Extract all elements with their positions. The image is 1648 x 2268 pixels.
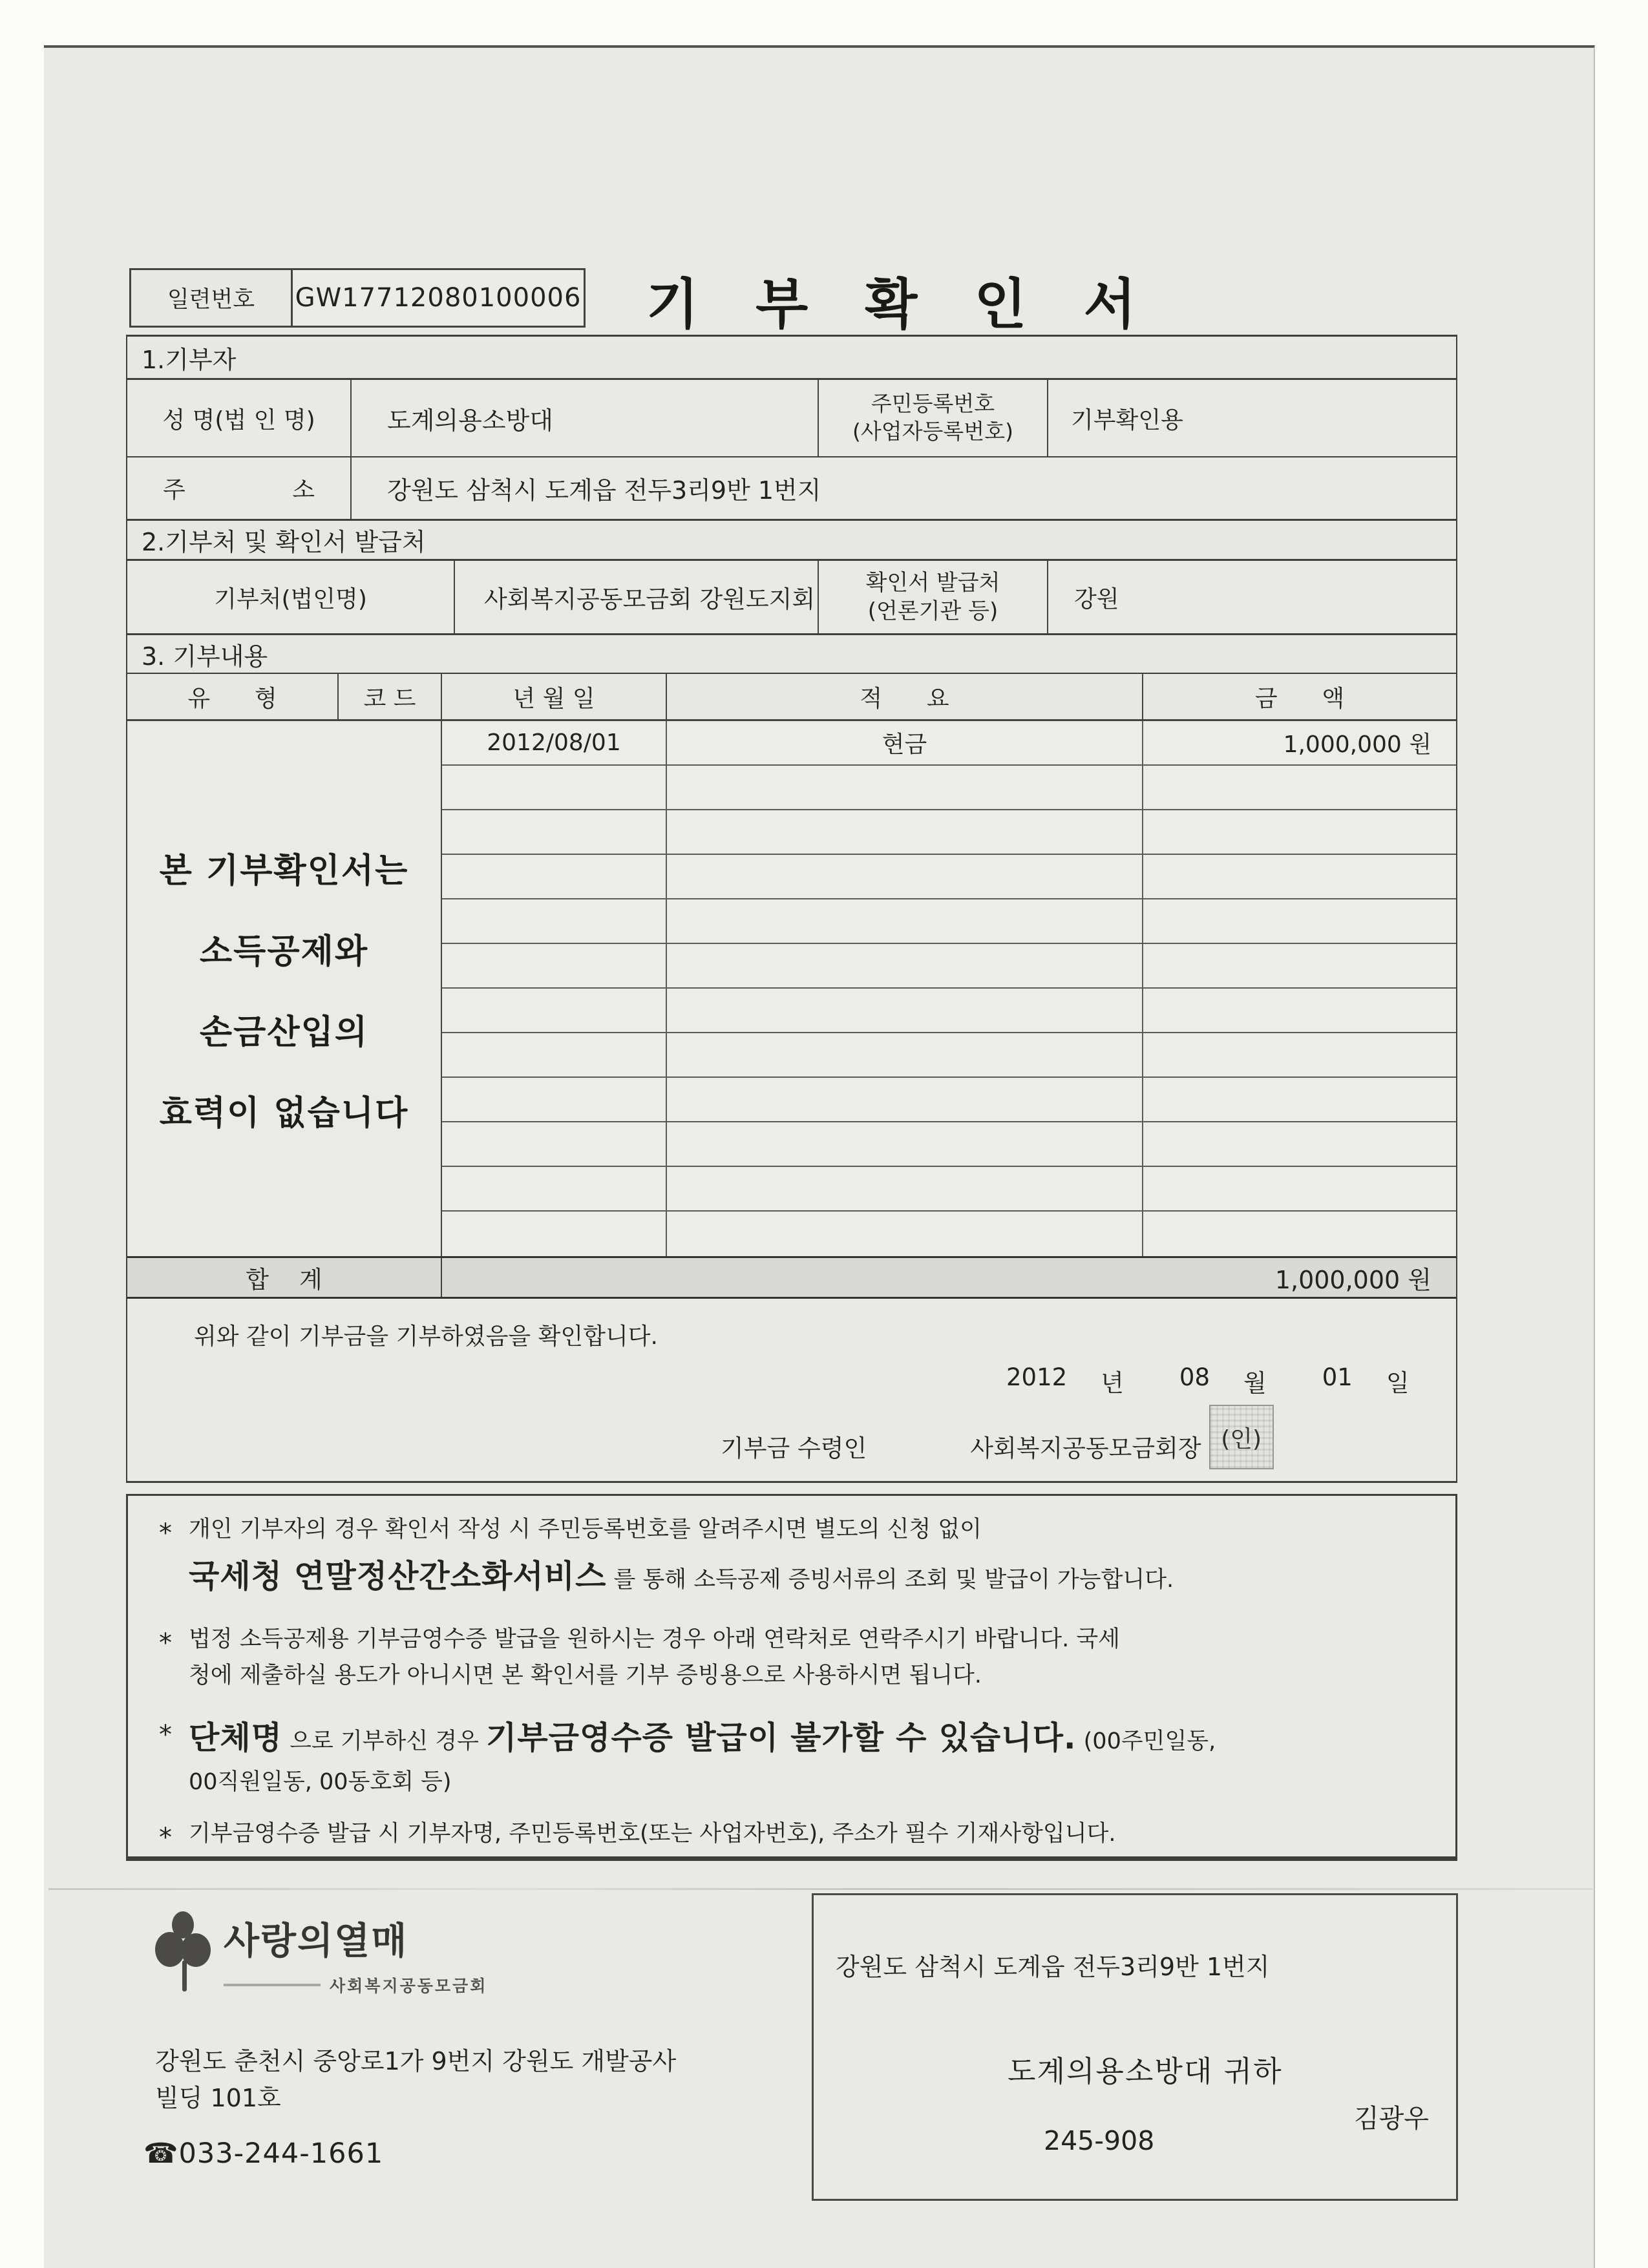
donor-name-label: 성 명(법 인 명) — [127, 380, 352, 456]
confirmation-statement: 위와 같이 기부금을 기부하였음을 확인합니다. — [194, 1323, 658, 1350]
footer-logo — [154, 1911, 487, 1997]
donor-address-label — [127, 457, 352, 519]
column-header-amount: 금 액 — [1254, 685, 1345, 712]
donor-reg-label-line2: (사업자등록번호) — [852, 419, 1013, 444]
donor-address-row — [127, 457, 1456, 521]
issuer-label-line1: 확인서 발급처 — [865, 569, 1000, 596]
empty-cell — [667, 766, 1143, 809]
cell-donation-amount: 1,000,000 원 — [1283, 731, 1431, 758]
logo-subtitle-dash — [224, 1984, 321, 1986]
document-title: 기부확인서 — [646, 273, 1193, 336]
donor-name-value: 도계의용소방대 — [352, 380, 819, 456]
empty-cell — [442, 1122, 667, 1166]
note-1-line2-rest: 를 통해 소득공제 증빙서류의 조회 및 발급이 가능합니다. — [606, 1567, 1174, 1593]
note-2 — [159, 1621, 1424, 1694]
logo-title: 사랑의열매 — [224, 1920, 408, 1962]
issuer-label-line2: (언론기관 등) — [867, 598, 998, 624]
note-bullet: * — [159, 1822, 172, 1853]
mail-recipient: 도계의용소방대 귀하 — [1008, 2054, 1283, 2088]
address-label-second-char: 소 — [292, 477, 315, 503]
empty-cell — [442, 1078, 667, 1121]
empty-cell — [1143, 766, 1456, 809]
column-header-type: 유 형 — [127, 674, 339, 719]
note-bullet: * — [159, 1518, 172, 1548]
empty-cell — [442, 810, 667, 854]
empty-cell — [1143, 855, 1456, 898]
note-3 — [159, 1713, 1424, 1800]
mailing-label-box — [812, 1893, 1458, 2201]
note-2-line2: 청에 제출하실 용도가 아니시면 본 확인서를 기부 증빙용으로 사용하시면 됩니다. — [189, 1663, 982, 1689]
seal-stamp — [1209, 1405, 1274, 1469]
donation-table-empty-row — [442, 1078, 1456, 1122]
donation-table-body — [127, 721, 1456, 1256]
note-3-line2: 00직원일동, 00동호회 등) — [189, 1769, 452, 1795]
column-header-description: 적 요 — [667, 674, 1143, 719]
donor-name-row — [127, 380, 1456, 457]
logo-subtitle-row — [224, 1973, 487, 1997]
date-year: 2012 — [1006, 1363, 1068, 1391]
empty-cell — [1143, 1033, 1456, 1076]
empty-cell — [1143, 1122, 1456, 1166]
issuer-value: 강원 — [1074, 585, 1119, 613]
empty-cell — [667, 1212, 1143, 1256]
no-effect-notice — [127, 721, 442, 1256]
empty-cell — [1143, 1212, 1456, 1256]
note-3-mid: 으로 기부하신 경우 — [282, 1728, 486, 1755]
date-month: 08 — [1179, 1363, 1210, 1391]
donation-table-empty-row — [442, 1167, 1456, 1212]
note-1-line2 — [189, 1551, 1424, 1602]
note-1 — [159, 1511, 1424, 1602]
donor-reg-label — [819, 380, 1048, 456]
fruit-of-love-icon — [154, 1911, 213, 1991]
column-header-date: 년 월 일 — [442, 674, 667, 719]
empty-cell — [1143, 989, 1456, 1032]
serial-number-label: 일련번호 — [131, 270, 293, 326]
cell-donation-date: 2012/08/01 — [442, 721, 667, 764]
note-3-emphasis-2: 기부금영수증 발급이 불가할 수 있습니다. — [486, 1719, 1077, 1757]
donation-table-empty-row — [442, 766, 1456, 810]
serial-number-box — [129, 268, 586, 328]
donor-reg-label-line1: 주민등록번호 — [871, 391, 995, 417]
mail-address: 강원도 삼척시 도계읍 전두3리9반 1번지 — [836, 1953, 1270, 1981]
seal-text: (인) — [1221, 1425, 1262, 1453]
donation-table-header — [127, 674, 1456, 721]
donation-table-empty-row — [442, 855, 1456, 899]
donation-table-row — [442, 721, 1456, 766]
donation-table-empty-row — [442, 1033, 1456, 1078]
receiver-title: 사회복지공동모금회장 — [970, 1434, 1201, 1462]
empty-cell — [667, 855, 1143, 898]
section-heading-donation: 3. 기부내용 — [127, 635, 1456, 674]
office-phone: ☎033-244-1661 — [143, 2137, 384, 2170]
empty-cell — [1143, 944, 1456, 987]
date-month-unit: 월 — [1243, 1369, 1267, 1397]
empty-cell — [442, 855, 667, 898]
note-1-emphasis: 국세청 연말정산간소화서비스 — [189, 1558, 607, 1595]
donor-address-value: 강원도 삼척시 도계읍 전두3리9반 1번지 — [387, 476, 821, 505]
total-row — [127, 1256, 1456, 1299]
empty-cell — [442, 1033, 667, 1076]
empty-cell — [442, 899, 667, 943]
donation-table-empty-row — [442, 1212, 1456, 1256]
empty-cell — [442, 989, 667, 1032]
office-address-line1: 강원도 춘천시 중앙로1가 9번지 강원도 개발공사 — [155, 2047, 677, 2075]
empty-cell — [442, 1212, 667, 1256]
notice-line: 손금산입의 — [199, 1013, 369, 1052]
note-1-line1: 개인 기부자의 경우 확인서 작성 시 주민등록번호를 알려주시면 별도의 신청 없이 — [189, 1517, 982, 1542]
issuer-label — [819, 561, 1048, 633]
address-label-first-char: 주 — [163, 477, 185, 503]
mail-postal-code: 245-908 — [1044, 2125, 1155, 2156]
empty-cell — [667, 1033, 1143, 1076]
logo-subtitle: 사회복지공동모금회 — [330, 1977, 488, 1995]
notice-line: 본 기부확인서는 — [159, 852, 409, 890]
note-2-line1: 법정 소득공제용 기부금영수증 발급을 원하시는 경우 아래 연락처로 연락주시기 바랍니다. 국세 — [189, 1626, 1120, 1653]
note-4-text: 기부금영수증 발급 시 기부자명, 주민등록번호(또는 사업자번호), 주소가 필수 기재사항입니다. — [189, 1820, 1116, 1847]
empty-cell — [1143, 810, 1456, 854]
recipient-org-row — [127, 561, 1456, 635]
office-address — [155, 2043, 676, 2117]
total-label: 합 계 — [127, 1258, 442, 1297]
signature-area — [127, 1299, 1456, 1481]
empty-cell — [442, 766, 667, 809]
notice-line: 효력이 없습니다 — [159, 1094, 409, 1133]
note-3-emphasis-1: 단체명 — [189, 1719, 283, 1757]
mail-contact-name: 김광우 — [1354, 2104, 1429, 2134]
office-address-line2: 빌딩 101호 — [155, 2084, 281, 2112]
section-heading-donor: 1.기부자 — [127, 337, 1456, 380]
note-4 — [159, 1816, 1424, 1852]
empty-cell — [667, 810, 1143, 854]
empty-cell — [1143, 1078, 1456, 1121]
recipient-org-label: 기부처(법인명) — [127, 561, 455, 633]
empty-cell — [667, 899, 1143, 943]
receiver-line — [721, 1414, 1274, 1478]
donation-table-empty-row — [442, 944, 1456, 989]
empty-cell — [667, 944, 1143, 987]
cell-donation-description: 현금 — [667, 721, 1143, 764]
empty-cell — [1143, 1167, 1456, 1210]
note-bullet: * — [159, 1628, 172, 1659]
serial-number-value: GW17712080100006 — [293, 270, 584, 326]
empty-cell — [442, 1167, 667, 1210]
note-3-tail: (00주민일동, — [1076, 1728, 1216, 1755]
empty-cell — [442, 944, 667, 987]
empty-cell — [1143, 899, 1456, 943]
note-3-line1 — [189, 1713, 1424, 1763]
donation-table-empty-row — [442, 810, 1456, 855]
donation-table-empty-row — [442, 1122, 1456, 1167]
date-day-unit: 일 — [1386, 1369, 1410, 1397]
column-header-code: 코 드 — [339, 674, 442, 719]
paper-fold-crease — [48, 1888, 1593, 1890]
donation-certificate-form — [126, 335, 1457, 1483]
total-amount: 1,000,000 원 — [1274, 1265, 1431, 1294]
empty-cell — [667, 1078, 1143, 1121]
receiver-label: 기부금 수령인 — [721, 1434, 867, 1462]
donation-table-empty-row — [442, 899, 1456, 944]
date-year-unit: 년 — [1101, 1369, 1124, 1397]
donor-reg-value: 기부확인용 — [1071, 406, 1183, 434]
logo-text — [224, 1911, 487, 1997]
date-day: 01 — [1322, 1363, 1353, 1391]
notice-line: 소득공제와 — [199, 932, 369, 971]
donation-rows — [442, 721, 1456, 1256]
empty-cell — [667, 1122, 1143, 1166]
confirmation-date — [1006, 1363, 1410, 1398]
note-bullet: * — [159, 1720, 172, 1750]
section-heading-recipient: 2.기부처 및 확인서 발급처 — [127, 521, 1456, 561]
notes-box — [126, 1494, 1457, 1861]
donation-table-empty-row — [442, 989, 1456, 1033]
recipient-org-value: 사회복지공동모금회 강원도지회 — [455, 561, 819, 633]
empty-cell — [667, 1167, 1143, 1210]
empty-cell — [667, 989, 1143, 1032]
